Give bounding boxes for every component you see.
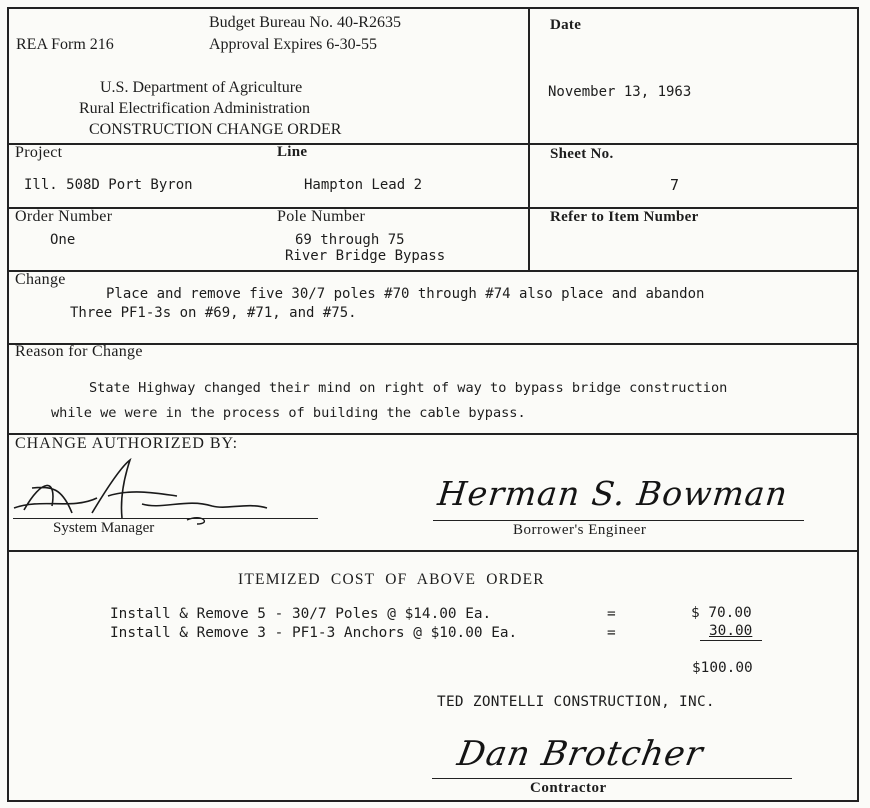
frame-left	[7, 7, 9, 802]
subtotal-rule	[700, 640, 762, 641]
change-line-2: Three PF1-3s on #69, #71, and #75.	[70, 305, 357, 321]
frame-right	[857, 7, 859, 802]
manager-caption: System Manager	[53, 520, 155, 536]
manager-signature	[12, 458, 282, 528]
header-divider	[528, 7, 530, 272]
engineer-signature-line	[433, 520, 804, 521]
approval-expires: Approval Expires 6-30-55	[209, 36, 377, 53]
reason-line-1: State Highway changed their mind on right of way to bypass bridge construction	[89, 380, 728, 396]
order-number-value: One	[50, 232, 76, 248]
frame-top	[7, 7, 859, 9]
rule-row1	[7, 207, 859, 209]
change-label: Change	[15, 271, 66, 288]
reason-label: Reason for Change	[15, 343, 143, 360]
date-value: November 13, 1963	[548, 84, 692, 100]
cost-item-2-eq: =	[607, 625, 616, 641]
sheet-value: 7	[670, 176, 680, 194]
engineer-caption: Borrower's Engineer	[513, 522, 647, 538]
order-number-label: Order Number	[15, 208, 113, 225]
sheet-label: Sheet No.	[550, 146, 614, 162]
pole-number-value-2: River Bridge Bypass	[285, 248, 446, 264]
engineer-signature: Herman S. Bowman	[435, 474, 790, 513]
cost-item-1-amount: $ 70.00	[691, 605, 752, 621]
cost-title: ITEMIZED COST OF ABOVE ORDER	[238, 571, 545, 588]
reason-line-2: while we were in the process of building the cable bypass.	[51, 405, 526, 421]
project-label: Project	[15, 144, 63, 161]
cost-item-1-eq: =	[607, 606, 616, 622]
cost-total: $100.00	[692, 660, 753, 676]
refer-item-label: Refer to Item Number	[550, 209, 699, 225]
line-label: Line	[277, 144, 308, 160]
authorized-label: CHANGE AUTHORIZED BY:	[15, 435, 239, 452]
contractor-caption: Contractor	[530, 780, 607, 796]
form-number: REA Form 216	[16, 36, 114, 53]
company-name: TED ZONTELLI CONSTRUCTION, INC.	[437, 694, 715, 710]
rule-header	[7, 143, 859, 145]
pole-number-value-1: 69 through 75	[295, 232, 405, 248]
agency: Rural Electrification Administration	[79, 100, 311, 117]
form-title: CONSTRUCTION CHANGE ORDER	[89, 121, 342, 138]
contractor-signature-line	[432, 778, 792, 779]
line-value: Hampton Lead 2	[304, 177, 423, 193]
cost-item-1-desc: Install & Remove 5 - 30/7 Poles @ $14.00 Ea.	[110, 606, 492, 622]
date-label: Date	[550, 17, 582, 33]
frame-bottom	[7, 800, 859, 802]
rule-row2	[7, 270, 859, 272]
pole-number-label: Pole Number	[277, 208, 366, 225]
rule-authorized	[7, 550, 859, 552]
contractor-signature: Dan Brotcher	[454, 734, 707, 774]
project-value: Ill. 508D Port Byron	[24, 177, 193, 193]
cost-item-2-desc: Install & Remove 3 - PF1-3 Anchors @ $10.00 Ea.	[110, 625, 518, 641]
cost-item-2-amount: 30.00	[709, 623, 753, 639]
department: U.S. Department of Agriculture	[100, 79, 303, 96]
budget-bureau: Budget Bureau No. 40-R2635	[209, 14, 401, 31]
change-line-1: Place and remove five 30/7 poles #70 through #74 also place and abandon	[106, 286, 705, 302]
